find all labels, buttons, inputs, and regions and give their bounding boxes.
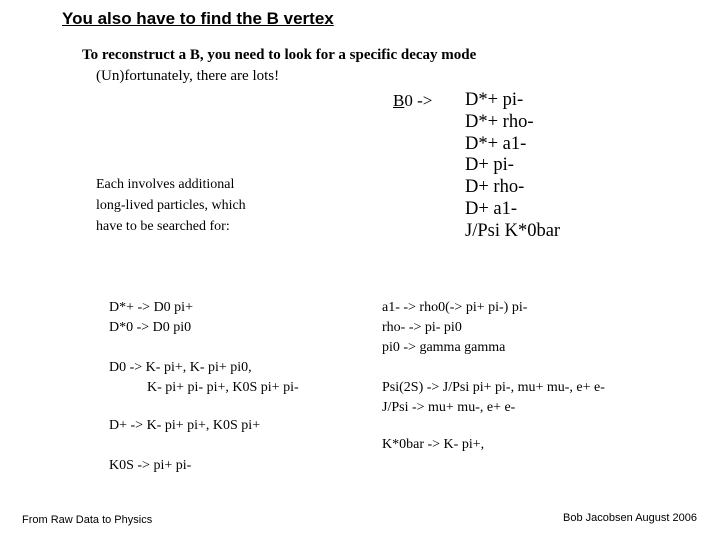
decay-line: a1- -> rho0(-> pi+ pi-) pi-	[382, 300, 528, 315]
decay-mode: D+ pi-	[465, 155, 514, 176]
b0-decay-label	[393, 91, 432, 111]
footer-right: Bob Jacobsen August 2006	[563, 512, 697, 524]
decay-mode: D*+ pi-	[465, 90, 524, 110]
subheading: To reconstruct a B, you need to look for a specific decay mode	[82, 47, 477, 63]
decay-line: K0S -> pi+ pi-	[109, 458, 192, 473]
decay-mode: D*+ a1-	[465, 133, 527, 154]
decay-mode: D*+ rho-	[465, 111, 534, 132]
note-line: long-lived particles, which	[96, 198, 246, 213]
decay-line: J/Psi -> mu+ mu-, e+ e-	[382, 400, 516, 415]
decay-line: rho- -> pi- pi0	[382, 320, 462, 335]
subline: (Un)fortunately, there are lots!	[96, 68, 280, 84]
decay-line: D*0 -> D0 pi0	[109, 320, 192, 335]
dstar-decays	[109, 298, 193, 338]
decay-mode: D+ rho-	[465, 177, 525, 198]
footer-left: From Raw Data to Physics	[22, 514, 153, 526]
light-meson-decays	[382, 298, 527, 358]
charmonium-decays	[382, 378, 605, 418]
k0s-decays	[109, 456, 191, 476]
decay-line: K*0bar -> K- pi+,	[382, 437, 485, 452]
note-text	[96, 174, 246, 237]
decay-mode-list	[465, 90, 560, 243]
note-line: Each involves additional	[96, 177, 235, 192]
dplus-decays	[109, 416, 260, 436]
note-line: have to be searched for:	[96, 219, 230, 234]
kstar-decays	[382, 435, 484, 455]
b0-label-b: B	[393, 91, 405, 110]
decay-line: D*+ -> D0 pi+	[109, 300, 193, 315]
decay-line: pi0 -> gamma gamma	[382, 340, 506, 355]
decay-line: D0 -> K- pi+, K- pi+ pi0,	[109, 360, 252, 375]
d0-decays	[109, 358, 299, 398]
decay-line: K- pi+ pi- pi+, K0S pi+ pi-	[147, 380, 299, 395]
decay-line: D+ -> K- pi+ pi+, K0S pi+	[109, 418, 261, 433]
decay-mode: J/Psi K*0bar	[465, 220, 561, 241]
decay-mode: D+ a1-	[465, 198, 518, 219]
slide-title: You also have to find the B vertex	[62, 9, 334, 28]
decay-line: Psi(2S) -> J/Psi pi+ pi-, mu+ mu-, e+ e-	[382, 380, 605, 395]
b0-label-arrow: 0 ->	[404, 91, 433, 110]
